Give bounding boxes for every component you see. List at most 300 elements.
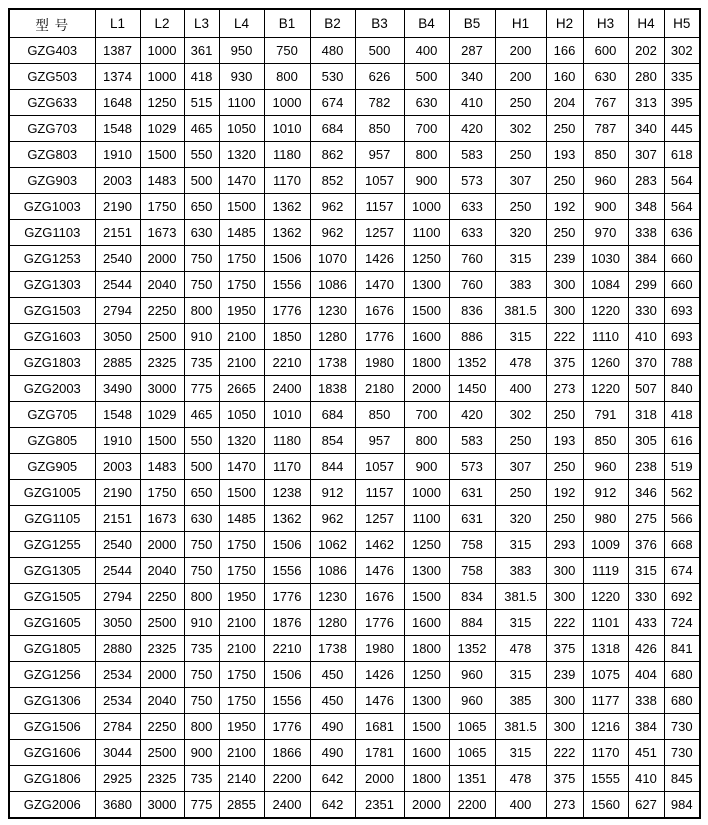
- value-cell: 1750: [140, 194, 184, 220]
- table-row: [9, 350, 700, 376]
- value-cell: 2003: [95, 168, 140, 194]
- value-cell: 674: [310, 90, 355, 116]
- value-cell: 760: [449, 246, 495, 272]
- value-cell: 330: [628, 298, 664, 324]
- value-cell: 1029: [140, 402, 184, 428]
- value-cell: 450: [310, 662, 355, 688]
- value-cell: 370: [628, 350, 664, 376]
- value-cell: 338: [628, 220, 664, 246]
- value-cell: 1300: [404, 558, 449, 584]
- value-cell: 1216: [583, 714, 628, 740]
- value-cell: 800: [404, 142, 449, 168]
- value-cell: 1220: [583, 376, 628, 402]
- value-cell: 1950: [219, 714, 264, 740]
- value-cell: 1560: [583, 792, 628, 819]
- value-cell: 1351: [449, 766, 495, 792]
- value-cell: 583: [449, 428, 495, 454]
- value-cell: 300: [546, 584, 583, 610]
- value-cell: 700: [404, 402, 449, 428]
- value-cell: 166: [546, 38, 583, 64]
- value-cell: 287: [449, 38, 495, 64]
- value-cell: 1320: [219, 142, 264, 168]
- column-header: B5: [449, 9, 495, 38]
- value-cell: 2003: [95, 454, 140, 480]
- column-header: L2: [140, 9, 184, 38]
- model-cell: GZG1003: [9, 194, 95, 220]
- value-cell: 1750: [219, 532, 264, 558]
- value-cell: 239: [546, 246, 583, 272]
- value-cell: 2200: [264, 766, 310, 792]
- value-cell: 660: [664, 272, 700, 298]
- value-cell: 250: [546, 402, 583, 428]
- value-cell: 300: [546, 272, 583, 298]
- value-cell: 315: [495, 246, 546, 272]
- value-cell: 642: [310, 766, 355, 792]
- value-cell: 984: [664, 792, 700, 819]
- value-cell: 1750: [219, 246, 264, 272]
- value-cell: 760: [449, 272, 495, 298]
- value-cell: 1750: [219, 688, 264, 714]
- value-cell: 2540: [95, 246, 140, 272]
- value-cell: 1462: [355, 532, 404, 558]
- value-cell: 1776: [355, 324, 404, 350]
- value-cell: 750: [184, 272, 219, 298]
- value-cell: 1387: [95, 38, 140, 64]
- value-cell: 1450: [449, 376, 495, 402]
- value-cell: 1157: [355, 480, 404, 506]
- table-row: [9, 168, 700, 194]
- value-cell: 627: [628, 792, 664, 819]
- value-cell: 384: [628, 246, 664, 272]
- value-cell: 566: [664, 506, 700, 532]
- value-cell: 315: [495, 740, 546, 766]
- value-cell: 1318: [583, 636, 628, 662]
- value-cell: 2855: [219, 792, 264, 819]
- value-cell: 480: [310, 38, 355, 64]
- value-cell: 1100: [404, 506, 449, 532]
- value-cell: 1500: [404, 298, 449, 324]
- model-cell: GZG1803: [9, 350, 95, 376]
- model-cell: GZG1603: [9, 324, 95, 350]
- value-cell: 1170: [264, 168, 310, 194]
- value-cell: 631: [449, 506, 495, 532]
- model-cell: GZG1503: [9, 298, 95, 324]
- value-cell: 692: [664, 584, 700, 610]
- value-cell: 1250: [404, 662, 449, 688]
- value-cell: 583: [449, 142, 495, 168]
- value-cell: 2544: [95, 558, 140, 584]
- value-cell: 307: [495, 168, 546, 194]
- value-cell: 400: [495, 376, 546, 402]
- value-cell: 1556: [264, 558, 310, 584]
- value-cell: 465: [184, 116, 219, 142]
- value-cell: 2210: [264, 350, 310, 376]
- value-cell: 724: [664, 610, 700, 636]
- value-cell: 1086: [310, 272, 355, 298]
- value-cell: 2200: [449, 792, 495, 819]
- table-row: [9, 792, 700, 819]
- value-cell: 2180: [355, 376, 404, 402]
- value-cell: 420: [449, 116, 495, 142]
- value-cell: 630: [184, 506, 219, 532]
- value-cell: 1250: [404, 532, 449, 558]
- value-cell: 550: [184, 142, 219, 168]
- value-cell: 160: [546, 64, 583, 90]
- value-cell: 1000: [140, 64, 184, 90]
- value-cell: 2885: [95, 350, 140, 376]
- value-cell: 1062: [310, 532, 355, 558]
- table-row: [9, 740, 700, 766]
- value-cell: 2794: [95, 298, 140, 324]
- value-cell: 507: [628, 376, 664, 402]
- value-cell: 1000: [404, 480, 449, 506]
- value-cell: 1556: [264, 688, 310, 714]
- value-cell: 3050: [95, 324, 140, 350]
- value-cell: 1230: [310, 298, 355, 324]
- value-cell: 478: [495, 636, 546, 662]
- value-cell: 1776: [264, 584, 310, 610]
- value-cell: 1057: [355, 168, 404, 194]
- value-cell: 1000: [404, 194, 449, 220]
- value-cell: 1374: [95, 64, 140, 90]
- value-cell: 800: [264, 64, 310, 90]
- model-cell: GZG1305: [9, 558, 95, 584]
- value-cell: 1070: [310, 246, 355, 272]
- value-cell: 1850: [264, 324, 310, 350]
- value-cell: 202: [628, 38, 664, 64]
- table-row: [9, 662, 700, 688]
- value-cell: 2000: [404, 376, 449, 402]
- value-cell: 1280: [310, 324, 355, 350]
- value-cell: 1177: [583, 688, 628, 714]
- value-cell: 960: [449, 662, 495, 688]
- value-cell: 852: [310, 168, 355, 194]
- value-cell: 315: [495, 532, 546, 558]
- value-cell: 193: [546, 428, 583, 454]
- value-cell: 564: [664, 168, 700, 194]
- value-cell: 275: [628, 506, 664, 532]
- value-cell: 192: [546, 480, 583, 506]
- value-cell: 862: [310, 142, 355, 168]
- value-cell: 426: [628, 636, 664, 662]
- value-cell: 1238: [264, 480, 310, 506]
- value-cell: 1676: [355, 584, 404, 610]
- value-cell: 980: [583, 506, 628, 532]
- column-header: L1: [95, 9, 140, 38]
- value-cell: 348: [628, 194, 664, 220]
- value-cell: 1050: [219, 402, 264, 428]
- column-header: H4: [628, 9, 664, 38]
- value-cell: 1750: [219, 558, 264, 584]
- value-cell: 900: [583, 194, 628, 220]
- table-row: [9, 454, 700, 480]
- value-cell: 800: [184, 714, 219, 740]
- value-cell: 618: [664, 142, 700, 168]
- value-cell: 204: [546, 90, 583, 116]
- value-cell: 250: [546, 506, 583, 532]
- value-cell: 2540: [95, 532, 140, 558]
- value-cell: 302: [495, 116, 546, 142]
- value-cell: 782: [355, 90, 404, 116]
- value-cell: 787: [583, 116, 628, 142]
- value-cell: 2190: [95, 480, 140, 506]
- value-cell: 2925: [95, 766, 140, 792]
- table-row: [9, 532, 700, 558]
- column-header: H3: [583, 9, 628, 38]
- value-cell: 1750: [140, 480, 184, 506]
- value-cell: 375: [546, 350, 583, 376]
- value-cell: 361: [184, 38, 219, 64]
- value-cell: 346: [628, 480, 664, 506]
- value-cell: 1681: [355, 714, 404, 740]
- value-cell: 834: [449, 584, 495, 610]
- value-cell: 293: [546, 532, 583, 558]
- value-cell: 2400: [264, 376, 310, 402]
- value-cell: 2784: [95, 714, 140, 740]
- value-cell: 500: [404, 64, 449, 90]
- value-cell: 912: [310, 480, 355, 506]
- value-cell: 1065: [449, 740, 495, 766]
- value-cell: 775: [184, 376, 219, 402]
- value-cell: 451: [628, 740, 664, 766]
- value-cell: 300: [546, 714, 583, 740]
- value-cell: 1250: [404, 246, 449, 272]
- value-cell: 2100: [219, 324, 264, 350]
- value-cell: 283: [628, 168, 664, 194]
- value-cell: 2325: [140, 766, 184, 792]
- model-cell: GZG1253: [9, 246, 95, 272]
- value-cell: 1180: [264, 428, 310, 454]
- value-cell: 962: [310, 194, 355, 220]
- model-cell: GZG703: [9, 116, 95, 142]
- table-row: [9, 506, 700, 532]
- value-cell: 2250: [140, 714, 184, 740]
- value-cell: 1426: [355, 246, 404, 272]
- value-cell: 674: [664, 558, 700, 584]
- value-cell: 960: [583, 454, 628, 480]
- column-header: L4: [219, 9, 264, 38]
- value-cell: 3680: [95, 792, 140, 819]
- value-cell: 850: [355, 116, 404, 142]
- value-cell: 850: [583, 428, 628, 454]
- value-cell: 222: [546, 740, 583, 766]
- value-cell: 2000: [140, 532, 184, 558]
- value-cell: 1506: [264, 246, 310, 272]
- value-cell: 775: [184, 792, 219, 819]
- value-cell: 383: [495, 272, 546, 298]
- value-cell: 1119: [583, 558, 628, 584]
- value-cell: 1057: [355, 454, 404, 480]
- table-row: [9, 480, 700, 506]
- value-cell: 1483: [140, 454, 184, 480]
- value-cell: 2100: [219, 350, 264, 376]
- value-cell: 1362: [264, 194, 310, 220]
- value-cell: 340: [449, 64, 495, 90]
- table-row: [9, 584, 700, 610]
- value-cell: 1010: [264, 402, 310, 428]
- value-cell: 1738: [310, 350, 355, 376]
- value-cell: 2500: [140, 610, 184, 636]
- value-cell: 2040: [140, 558, 184, 584]
- model-cell: GZG1506: [9, 714, 95, 740]
- value-cell: 1838: [310, 376, 355, 402]
- model-cell: GZG1256: [9, 662, 95, 688]
- value-cell: 854: [310, 428, 355, 454]
- value-cell: 2100: [219, 610, 264, 636]
- value-cell: 381.5: [495, 584, 546, 610]
- value-cell: 642: [310, 792, 355, 819]
- value-cell: 1600: [404, 610, 449, 636]
- value-cell: 1950: [219, 298, 264, 324]
- value-cell: 1426: [355, 662, 404, 688]
- value-cell: 735: [184, 766, 219, 792]
- value-cell: 730: [664, 714, 700, 740]
- value-cell: 1556: [264, 272, 310, 298]
- model-cell: GZG803: [9, 142, 95, 168]
- value-cell: 1776: [355, 610, 404, 636]
- value-cell: 1500: [404, 714, 449, 740]
- model-cell: GZG905: [9, 454, 95, 480]
- value-cell: 970: [583, 220, 628, 246]
- value-cell: 273: [546, 376, 583, 402]
- model-cell: GZG503: [9, 64, 95, 90]
- value-cell: 318: [628, 402, 664, 428]
- value-cell: 1476: [355, 688, 404, 714]
- value-cell: 626: [355, 64, 404, 90]
- value-cell: 1352: [449, 636, 495, 662]
- value-cell: 573: [449, 168, 495, 194]
- value-cell: 250: [546, 116, 583, 142]
- value-cell: 1910: [95, 428, 140, 454]
- value-cell: 381.5: [495, 298, 546, 324]
- value-cell: 2500: [140, 740, 184, 766]
- value-cell: 573: [449, 454, 495, 480]
- value-cell: 2544: [95, 272, 140, 298]
- value-cell: 1673: [140, 220, 184, 246]
- value-cell: 844: [310, 454, 355, 480]
- model-cell: GZG1105: [9, 506, 95, 532]
- value-cell: 193: [546, 142, 583, 168]
- value-cell: 313: [628, 90, 664, 116]
- value-cell: 500: [355, 38, 404, 64]
- value-cell: 2000: [404, 792, 449, 819]
- value-cell: 1100: [219, 90, 264, 116]
- value-cell: 250: [495, 142, 546, 168]
- value-cell: 850: [583, 142, 628, 168]
- value-cell: 250: [495, 428, 546, 454]
- value-cell: 900: [404, 454, 449, 480]
- value-cell: 1220: [583, 298, 628, 324]
- value-cell: 758: [449, 558, 495, 584]
- value-cell: 500: [184, 454, 219, 480]
- value-cell: 418: [184, 64, 219, 90]
- table-row: [9, 402, 700, 428]
- value-cell: 2140: [219, 766, 264, 792]
- value-cell: 550: [184, 428, 219, 454]
- value-cell: 433: [628, 610, 664, 636]
- value-cell: 320: [495, 220, 546, 246]
- model-cell: GZG1255: [9, 532, 95, 558]
- table-row: [9, 610, 700, 636]
- table-row: [9, 688, 700, 714]
- value-cell: 1220: [583, 584, 628, 610]
- column-header: H2: [546, 9, 583, 38]
- value-cell: 1470: [219, 454, 264, 480]
- value-cell: 3044: [95, 740, 140, 766]
- value-cell: 320: [495, 506, 546, 532]
- value-cell: 375: [546, 636, 583, 662]
- value-cell: 631: [449, 480, 495, 506]
- value-cell: 1101: [583, 610, 628, 636]
- column-header: B3: [355, 9, 404, 38]
- value-cell: 2250: [140, 298, 184, 324]
- value-cell: 758: [449, 532, 495, 558]
- table-row: [9, 38, 700, 64]
- value-cell: 1170: [264, 454, 310, 480]
- value-cell: 280: [628, 64, 664, 90]
- value-cell: 788: [664, 350, 700, 376]
- value-cell: 450: [310, 688, 355, 714]
- value-cell: 490: [310, 740, 355, 766]
- value-cell: 735: [184, 350, 219, 376]
- value-cell: 660: [664, 246, 700, 272]
- value-cell: 1260: [583, 350, 628, 376]
- value-cell: 791: [583, 402, 628, 428]
- value-cell: 636: [664, 220, 700, 246]
- value-cell: 1100: [404, 220, 449, 246]
- table-row: [9, 272, 700, 298]
- value-cell: 800: [184, 298, 219, 324]
- value-cell: 2534: [95, 662, 140, 688]
- value-cell: 3000: [140, 376, 184, 402]
- value-cell: 302: [664, 38, 700, 64]
- value-cell: 500: [184, 168, 219, 194]
- value-cell: 2880: [95, 636, 140, 662]
- value-cell: 273: [546, 792, 583, 819]
- value-cell: 800: [404, 428, 449, 454]
- value-cell: 2190: [95, 194, 140, 220]
- value-cell: 630: [583, 64, 628, 90]
- table-row: [9, 116, 700, 142]
- value-cell: 1084: [583, 272, 628, 298]
- value-cell: 680: [664, 662, 700, 688]
- value-cell: 192: [546, 194, 583, 220]
- value-cell: 238: [628, 454, 664, 480]
- table-body: [9, 38, 700, 819]
- model-cell: GZG1303: [9, 272, 95, 298]
- value-cell: 1257: [355, 220, 404, 246]
- value-cell: 222: [546, 324, 583, 350]
- value-cell: 962: [310, 506, 355, 532]
- value-cell: 465: [184, 402, 219, 428]
- value-cell: 910: [184, 324, 219, 350]
- value-cell: 1170: [583, 740, 628, 766]
- value-cell: 1050: [219, 116, 264, 142]
- table-row: [9, 64, 700, 90]
- value-cell: 960: [583, 168, 628, 194]
- value-cell: 1800: [404, 350, 449, 376]
- value-cell: 2500: [140, 324, 184, 350]
- value-cell: 850: [355, 402, 404, 428]
- value-cell: 1250: [140, 90, 184, 116]
- spec-table: [8, 8, 701, 819]
- table-row: [9, 558, 700, 584]
- value-cell: 410: [628, 766, 664, 792]
- value-cell: 957: [355, 142, 404, 168]
- value-cell: 340: [628, 116, 664, 142]
- value-cell: 1230: [310, 584, 355, 610]
- value-cell: 630: [184, 220, 219, 246]
